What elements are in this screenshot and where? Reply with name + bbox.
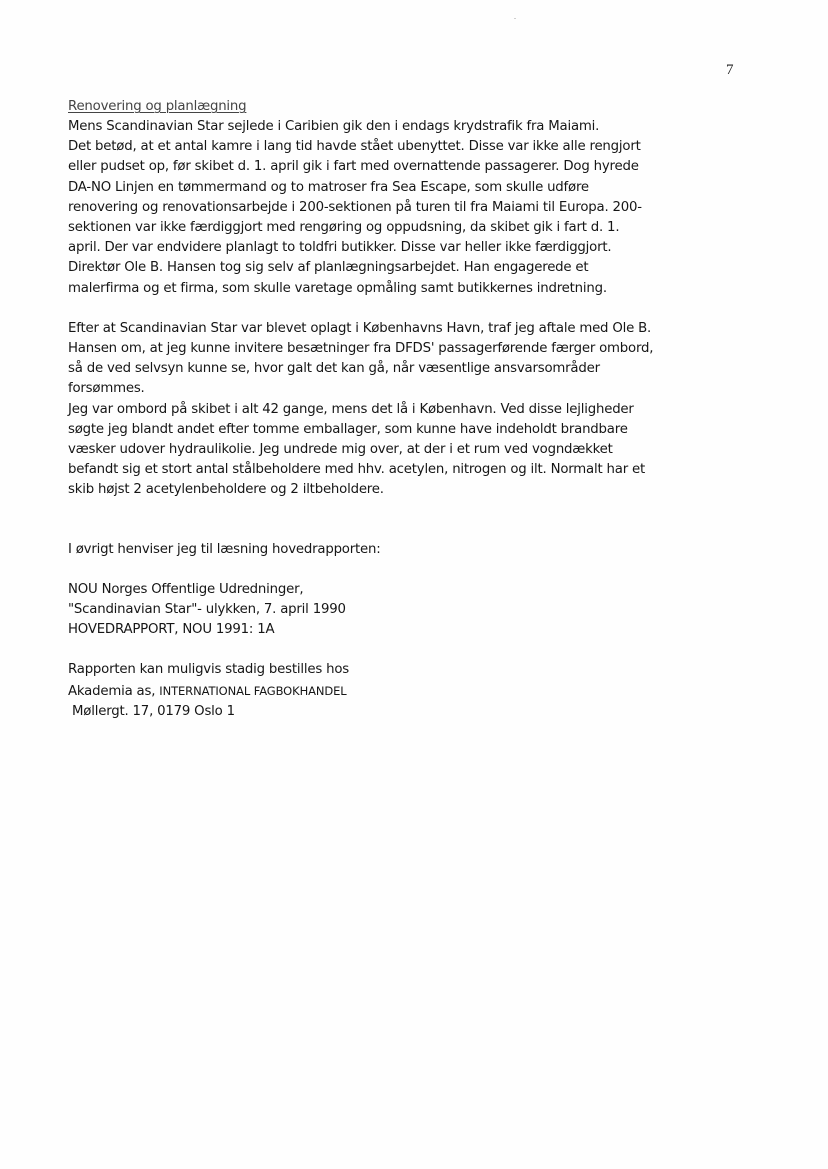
text-line <box>68 681 758 702</box>
text-line: befandt sig et stort antal stålbeholdere med hhv. acetylen, nitrogen og ilt. Normalt har et <box>68 462 645 478</box>
text-line: april. Der var endvidere planlagt to toldfri butikker. Disse var heller ikke færdiggjort. <box>68 240 612 256</box>
text-line: eller pudset op, før skibet d. 1. april gik i fart med overnattende passagerer. Dog hyrede <box>68 159 639 175</box>
text-line: Jeg var ombord på skibet i alt 42 gange, mens det lå i København. Ved disse lejligheder <box>68 401 634 417</box>
scan-speck <box>514 18 516 19</box>
text-line: I øvrigt henviser jeg til læsning hovedrapporten: <box>68 541 381 557</box>
publisher-name: Akademia as, <box>68 683 160 699</box>
address-line: Møllergt. 17, 0179 Oslo 1 <box>68 703 235 719</box>
citation-line: NOU Norges Offentlige Udredninger, <box>68 581 304 597</box>
citation-line: HOVEDRAPPORT, NOU 1991: 1A <box>68 622 275 638</box>
section-ordering <box>68 660 758 722</box>
text-line: Det betød, at et antal kamre i lang tid havde stået ubenyttet. Disse var ikke alle rengjort <box>68 139 641 155</box>
text-line: forsømmes. <box>68 381 145 397</box>
text-line: væsker udover hydraulikolie. Jeg undrede mig over, at der i et rum ved vogndækket <box>68 442 613 458</box>
section-heading: Renovering og planlægning <box>68 99 247 114</box>
section-reference-intro <box>68 540 758 560</box>
text-line: så de ved selvsyn kunne se, hvor galt det kan gå, når væsentlige ansvarsområder <box>68 361 600 377</box>
page-number: 7 <box>726 62 734 78</box>
text-line: Rapporten kan muligvis stadig bestilles hos <box>68 662 349 678</box>
citation-line: "Scandinavian Star"- ulykken, 7. april 1990 <box>68 602 346 618</box>
publisher-caps: INTERNATIONAL FAGBOKHANDEL <box>159 683 347 698</box>
text-line: renovering og renovationsarbejde i 200-sektionen på turen til fra Maiami til Europa. 200- <box>68 199 642 215</box>
paragraph-gap <box>68 501 758 540</box>
section-copenhagen <box>68 319 758 501</box>
text-line: skib højst 2 acetylenbeholdere og 2 iltbeholdere. <box>68 482 384 498</box>
text-line: sektionen var ikke færdiggjort med rengøring og oppudsning, da skibet gik i fart d. 1. <box>68 220 620 236</box>
text-line: malerfirma og et firma, som skulle varetage opmåling samt butikkernes indretning. <box>68 280 607 296</box>
section-renovation <box>68 97 758 299</box>
text-line: Hansen om, at jeg kunne invitere besætninger fra DFDS' passagerførende færger ombord, <box>68 341 654 357</box>
text-line: DA-NO Linjen en tømmermand og to matroser fra Sea Escape, som skulle udføre <box>68 179 589 195</box>
document-body <box>68 97 758 722</box>
paragraph-gap <box>68 560 758 580</box>
paragraph-gap <box>68 299 758 319</box>
paragraph-gap <box>68 640 758 660</box>
text-line: Efter at Scandinavian Star var blevet oplagt i Københavns Havn, traf jeg aftale med Ole B. <box>68 320 652 336</box>
text-line: Mens Scandinavian Star sejlede i Caribien gik den i endags krydstrafik fra Maiami. <box>68 119 600 134</box>
text-line: søgte jeg blandt andet efter tomme emballager, som kunne have indeholdt brandbare <box>68 421 628 437</box>
section-report-citation <box>68 580 758 641</box>
text-line: Direktør Ole B. Hansen tog sig selv af planlægningsarbejdet. Han engagerede et <box>68 260 589 276</box>
